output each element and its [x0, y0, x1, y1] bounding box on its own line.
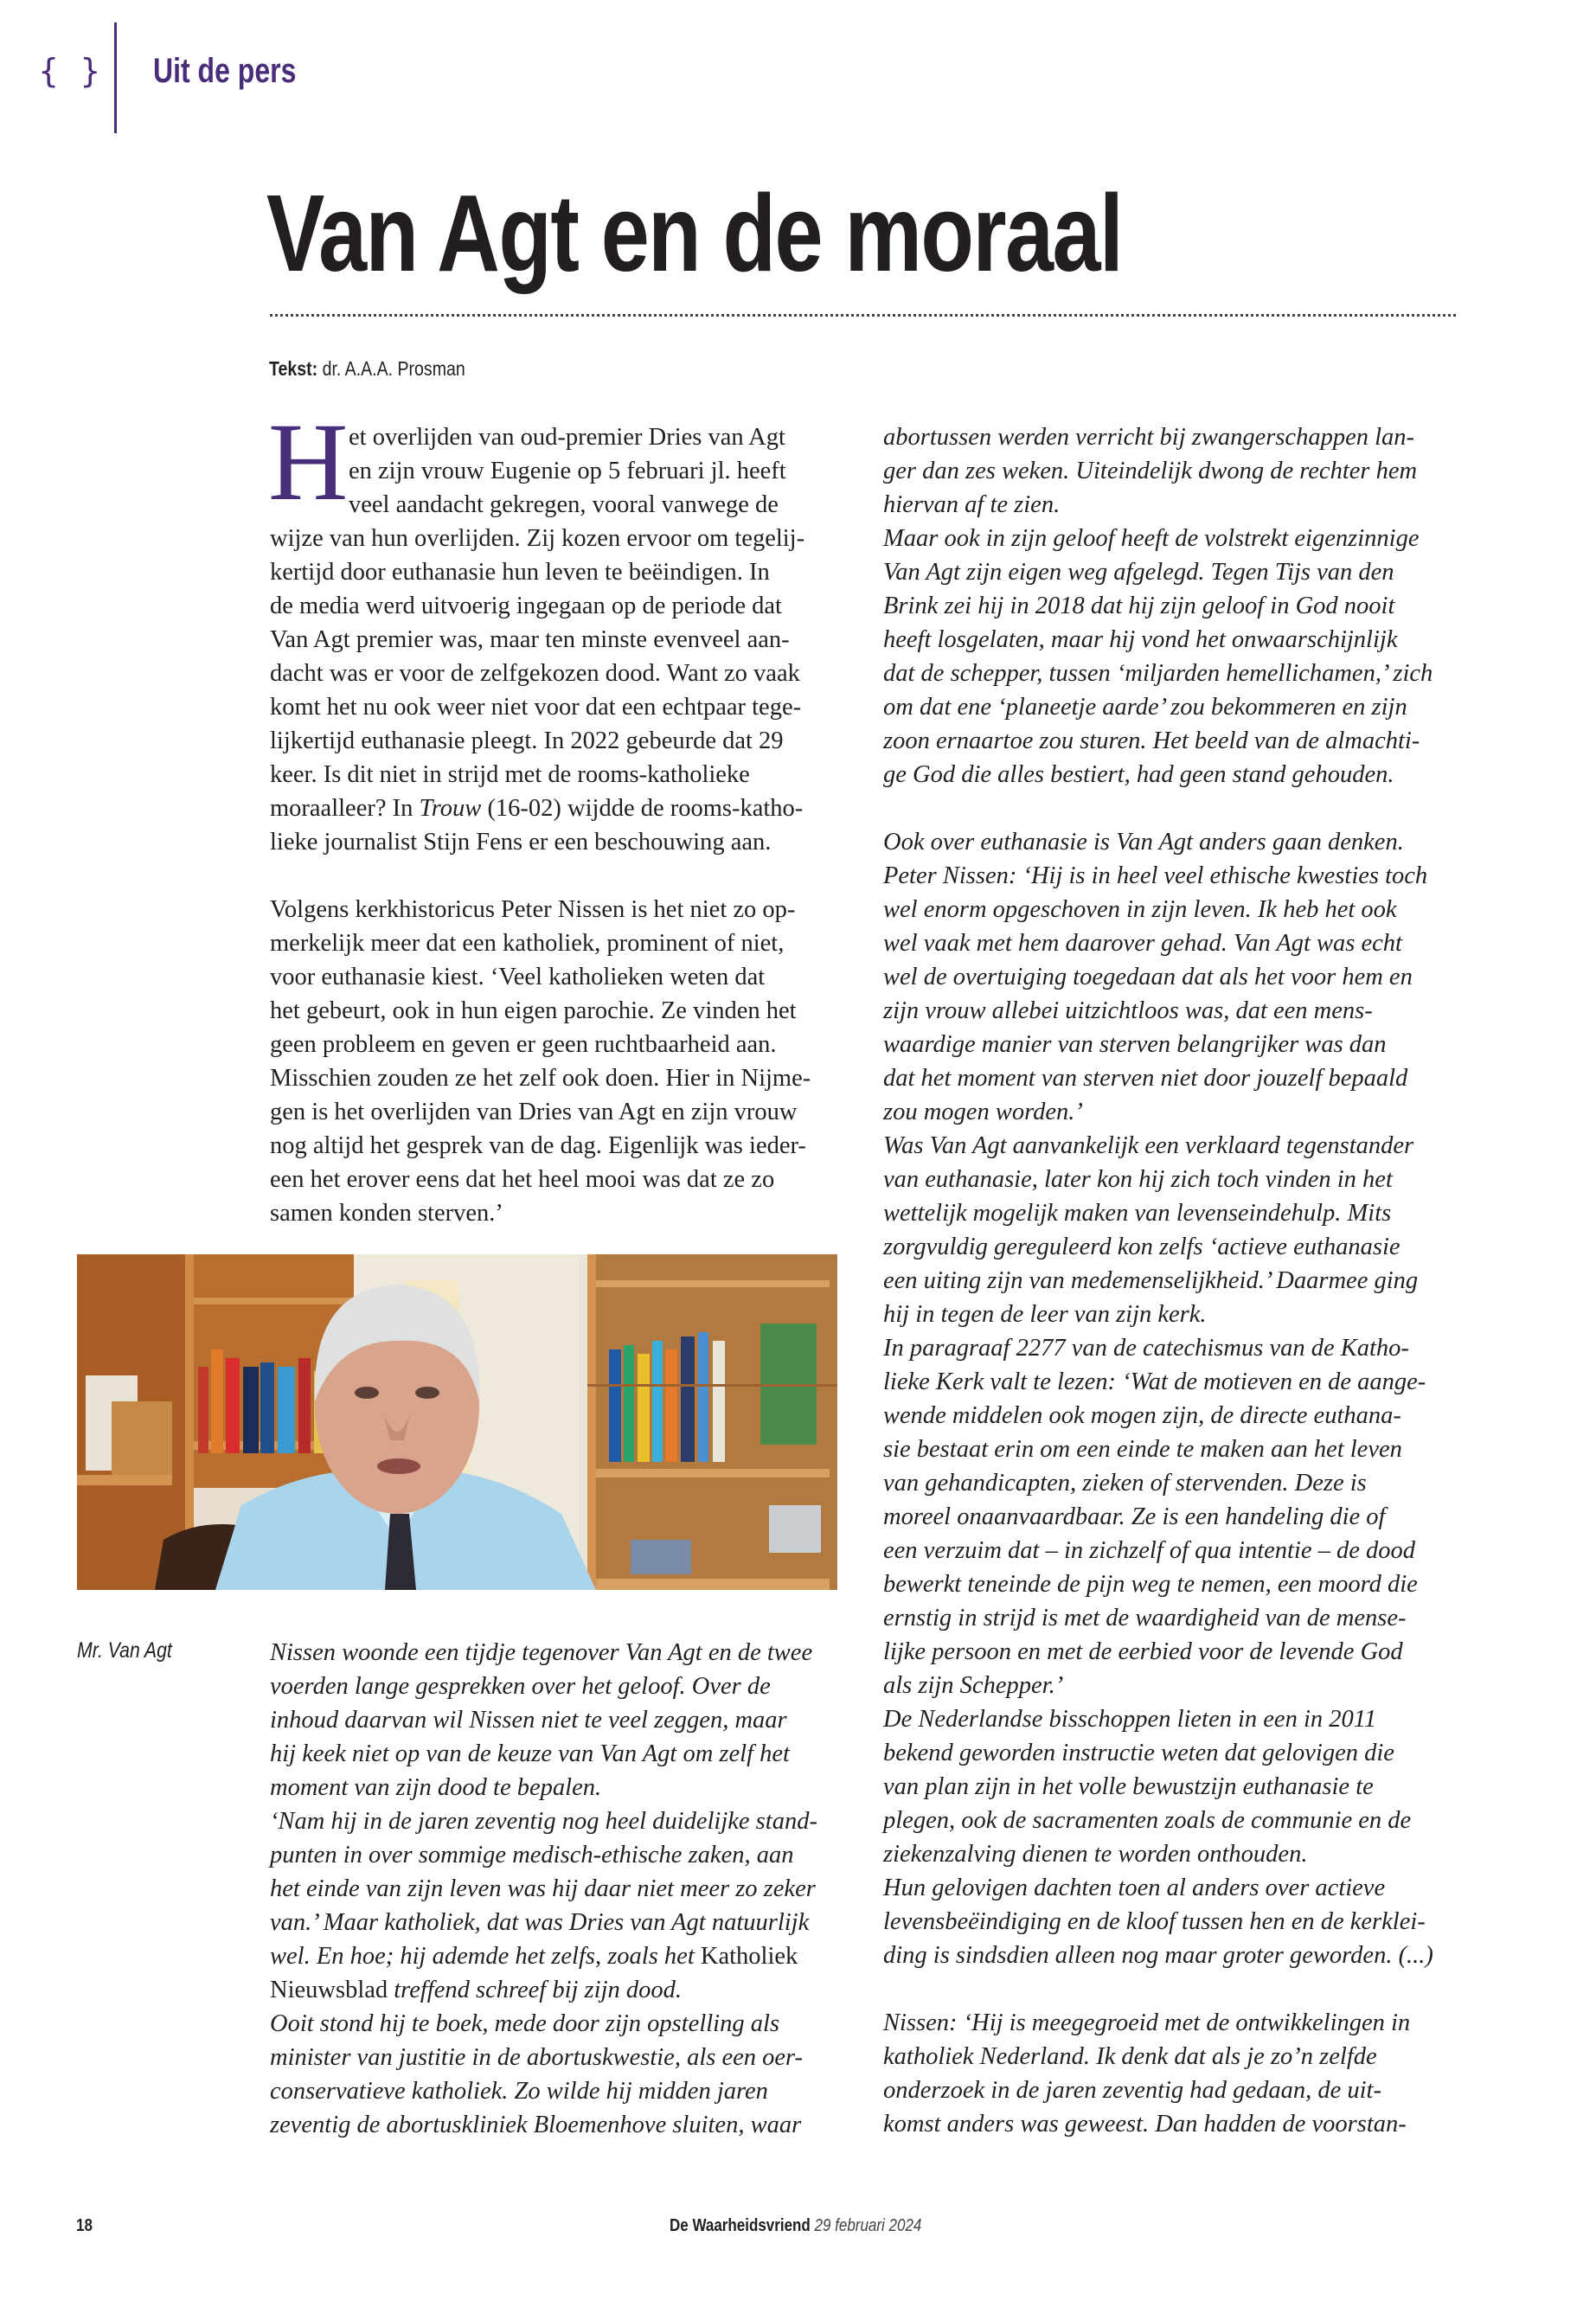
paragraph-gap [270, 859, 858, 893]
text-line: Nissen: ‘Hij is meegegroeid met de ontwikkelingen in [883, 2009, 1411, 2036]
text-line: moreel onaanvaardbaar. Ze is een handeling die of [883, 1503, 1386, 1530]
text-line: Nissen woonde een tijdje tegenover Van Agt en de twee [270, 1639, 813, 1666]
emphasis-text: Trouw [419, 795, 482, 822]
publication-name: De Waarheidsvriend [670, 2216, 811, 2235]
text-line: Ooit stond hij te boek, mede door zijn opstelling als [270, 2010, 779, 2037]
text-line: een verzuim dat – in zichzelf of qua intentie – de dood [883, 1537, 1416, 1564]
text-line: levensbeëindiging en de kloof tussen hen en de kerklei- [883, 1908, 1426, 1935]
text-line: Van Agt zijn eigen weg afgelegd. Tegen Tijs van den [883, 559, 1394, 586]
text-line: lijkertijd euthanasie pleegt. In 2022 gebeurde dat 29 [270, 727, 784, 754]
text-line: De Nederlandse bisschoppen lieten in een in 2011 [883, 1706, 1377, 1733]
text-line: lijke persoon en met de eerbied voor de levende God [883, 1638, 1403, 1665]
text-line: om dat ene ‘planeetje aarde’ zou bekommeren en zijn [883, 694, 1407, 721]
text-line: lieke Kerk valt te lezen: ‘Wat de motieven en de aange- [883, 1368, 1426, 1395]
text-line: zeventig de abortuskliniek Bloemenhove sluiten, waar [270, 2112, 802, 2138]
text-line: dacht was er voor de zelfgekozen dood. Want zo vaak [270, 660, 800, 687]
text-line: nog altijd het gesprek van de dag. Eigenlijk was ieder- [270, 1132, 806, 1159]
text-line: zoon ernaartoe zou sturen. Het beeld van de almachti- [883, 727, 1420, 754]
text-line: voor euthanasie kiest. ‘Veel katholieken weten dat [270, 964, 766, 990]
text-line: voerden lange gesprekken over het geloof. Over de [270, 1673, 771, 1700]
text-line: hij in tegen de leer van zijn kerk. [883, 1301, 1207, 1328]
page-number: 18 [76, 2216, 93, 2235]
text-line: inhoud daarvan wil Nissen niet te veel zeggen, maar [270, 1707, 787, 1734]
text-line: Maar ook in zijn geloof heeft de volstrekt eigenzinnige [883, 525, 1420, 552]
text-line: Was Van Agt aanvankelijk een verklaard tegenstander [883, 1132, 1414, 1159]
text-line: wel enorm opgeschoven in zijn leven. Ik heb het ook [883, 896, 1397, 923]
text-line: kertijd door euthanasie hun leven te beëindigen. In [270, 559, 770, 586]
text-line: wijze van hun overlijden. Zij kozen ervoor om tegelij- [270, 525, 805, 552]
paragraph-gap [883, 792, 1471, 825]
text-line: ger dan zes weken. Uiteindelijk dwong de rechter hem [883, 458, 1418, 484]
text-line: een uiting zijn van medemenselijkheid.’ Daarmee ging [883, 1267, 1419, 1294]
dotted-divider [270, 314, 1456, 317]
text-line: In paragraaf 2277 van de catechismus van de Katho- [883, 1335, 1409, 1362]
article-photo [77, 1254, 837, 1590]
text-line: katholiek Nederland. Ik denk dat als je zo’n zelfde [883, 2043, 1377, 2070]
text-line: hij keek niet op van de keuze van Van Agt om zelf het [270, 1740, 790, 1767]
text-line: als zijn Schepper.’ [883, 1672, 1064, 1699]
text-segment: wel. En hoe; hij ademde het zelfs, zoals het [270, 1943, 701, 1970]
text-line: abortussen werden verricht bij zwangerschappen lan- [883, 424, 1415, 451]
text-line [270, 792, 858, 825]
text-line: komt het nu ook weer niet voor dat een echtpaar tege- [270, 694, 802, 721]
text-line: merkelijk meer dat een katholiek, prominent of niet, [270, 930, 785, 957]
footer-publication [670, 2216, 921, 2236]
text-line: ziekenzalving dienen te worden onthouden. [883, 1841, 1308, 1868]
section-label: Uit de pers [153, 52, 297, 90]
text-line: geen probleem en geven er geen ruchtbaarheid aan. [270, 1031, 777, 1058]
text-line: hiervan af te zien. [883, 491, 1061, 518]
text-line: wende middelen ook mogen zijn, de directe euthana- [883, 1402, 1401, 1429]
text-line: wel de overtuiging toegedaan dat als het voor hem en [883, 964, 1413, 990]
text-line: Brink zei hij in 2018 dat hij zijn geloof in God nooit [883, 593, 1395, 619]
text-line: wel vaak met hem daarover gehad. Van Agt was echt [883, 930, 1402, 957]
emphasis-text: Nieuwsblad [270, 1977, 388, 2003]
text-line: Peter Nissen: ‘Hij is in heel veel ethische kwesties toch [883, 862, 1428, 889]
text-line: et overlijden van oud-premier Dries van Agt [349, 424, 785, 451]
text-line: Volgens kerkhistoricus Peter Nissen is het niet zo op- [270, 896, 796, 923]
emphasis-text: Katholiek [700, 1943, 798, 1970]
text-line: ge God die alles bestiert, had geen stand gehouden. [883, 761, 1394, 788]
text-line: samen konden sterven.’ [270, 1200, 503, 1227]
text-line: onderzoek in de jaren zeventig had gedaan, de uit- [883, 2077, 1381, 2104]
text-line: heeft losgelaten, maar hij vond het onwaarschijnlijk [883, 626, 1398, 653]
text-line: Ook over euthanasie is Van Agt anders gaan denken. [883, 829, 1404, 856]
text-segment: (16-02) wijdde de rooms-katho- [481, 795, 804, 822]
text-line: dat de schepper, tussen ‘miljarden hemellichamen,’ zich [883, 660, 1433, 687]
text-line [270, 1973, 858, 2007]
text-line: punten in over sommige medisch-ethische zaken, aan [270, 1842, 794, 1868]
text-line: zorgvuldig gereguleerd kon zelfs ‘actieve euthanasie [883, 1234, 1401, 1260]
text-line: dat het moment van sterven niet door jouzelf bepaald [883, 1065, 1408, 1092]
text-line: van plan zijn in het volle bewustzijn euthanasie te [883, 1773, 1374, 1800]
drop-cap: H [268, 401, 349, 523]
braces-icon: { } [38, 52, 106, 90]
column-right [883, 420, 1471, 2141]
text-line: gen is het overlijden van Dries van Agt en zijn vrouw [270, 1099, 798, 1125]
paragraph-gap [883, 1972, 1471, 2006]
portrait-photo [77, 1254, 837, 1590]
text-line: veel aandacht gekregen, vooral vanwege de [349, 491, 779, 518]
text-line: minister van justitie in de abortuskwestie, als een oer- [270, 2044, 804, 2071]
text-line: bewerkt teneinde de pijn weg te nemen, een moord die [883, 1571, 1418, 1598]
text-line: wettelijk mogelijk maken van levenseindehulp. Mits [883, 1200, 1392, 1227]
text-line: het einde van zijn leven was hij daar niet meer zo zeker [270, 1875, 816, 1902]
text-line: ernstig in strijd is met de waardigheid van de mense- [883, 1605, 1407, 1631]
text-line: van.’ Maar katholiek, dat was Dries van Agt natuurlijk [270, 1909, 810, 1936]
article-title: Van Agt en de moraal [266, 172, 1123, 294]
text-line: Hun gelovigen dachten toen al anders over actieve [883, 1875, 1386, 1901]
text-segment: moraalleer? In [270, 795, 420, 822]
text-line: van euthanasie, later kon hij zich toch vinden in het [883, 1166, 1393, 1193]
text-line: zijn vrouw allebei uitzichtloos was, dat een mens- [883, 997, 1373, 1024]
text-line: keer. Is dit niet in strijd met de rooms-katholieke [270, 761, 750, 788]
byline-author: dr. A.A.A. Prosman [322, 357, 465, 380]
text-line: ding is sindsdien alleen nog maar groter geworden. (...) [883, 1942, 1433, 1969]
text-line: komst anders was geweest. Dan hadden de voorstan- [883, 2111, 1407, 2138]
text-line: moment van zijn dood te bepalen. [270, 1774, 602, 1801]
text-line: sie bestaat erin om een einde te maken aan het leven [883, 1436, 1402, 1463]
byline [269, 357, 465, 381]
text-line: Misschien zouden ze het zelf ook doen. Hier in Nijme- [270, 1065, 811, 1092]
byline-label: Tekst: [269, 357, 318, 380]
photo-caption: Mr. Van Agt [77, 1638, 172, 1663]
text-line: Van Agt premier was, maar ten minste evenveel aan- [270, 626, 790, 653]
text-line: een het erover eens dat het heel mooi was dat ze zo [270, 1166, 775, 1193]
text-line: waardige manier van sterven belangrijker was dan [883, 1031, 1387, 1058]
publication-date: 29 februari 2024 [814, 2216, 922, 2235]
column-left-bottom [270, 1636, 858, 2142]
text-line: lieke journalist Stijn Fens er een beschouwing aan. [270, 829, 772, 856]
text-line: de media werd uitvoerig ingegaan op de periode dat [270, 593, 782, 619]
text-line: bekend geworden instructie weten dat gelovigen die [883, 1740, 1394, 1766]
header-divider [114, 22, 117, 133]
text-line: conservatieve katholiek. Zo wilde hij midden jaren [270, 2078, 768, 2105]
text-line: ‘Nam hij in de jaren zeventig nog heel duidelijke stand- [270, 1808, 817, 1835]
text-line: van gehandicapten, zieken of stervenden. Deze is [883, 1470, 1367, 1497]
text-segment: treffend schreef bij zijn dood. [388, 1977, 682, 2003]
text-line: plegen, ook de sacramenten zoals de communie en de [883, 1807, 1412, 1834]
text-line: het gebeurt, ook in hun eigen parochie. Ze vinden het [270, 997, 797, 1024]
column-left-top [270, 420, 858, 1230]
text-line: zou mogen worden.’ [883, 1099, 1083, 1125]
text-line [270, 1939, 858, 1973]
text-line: en zijn vrouw Eugenie op 5 februari jl. heeft [349, 458, 786, 484]
